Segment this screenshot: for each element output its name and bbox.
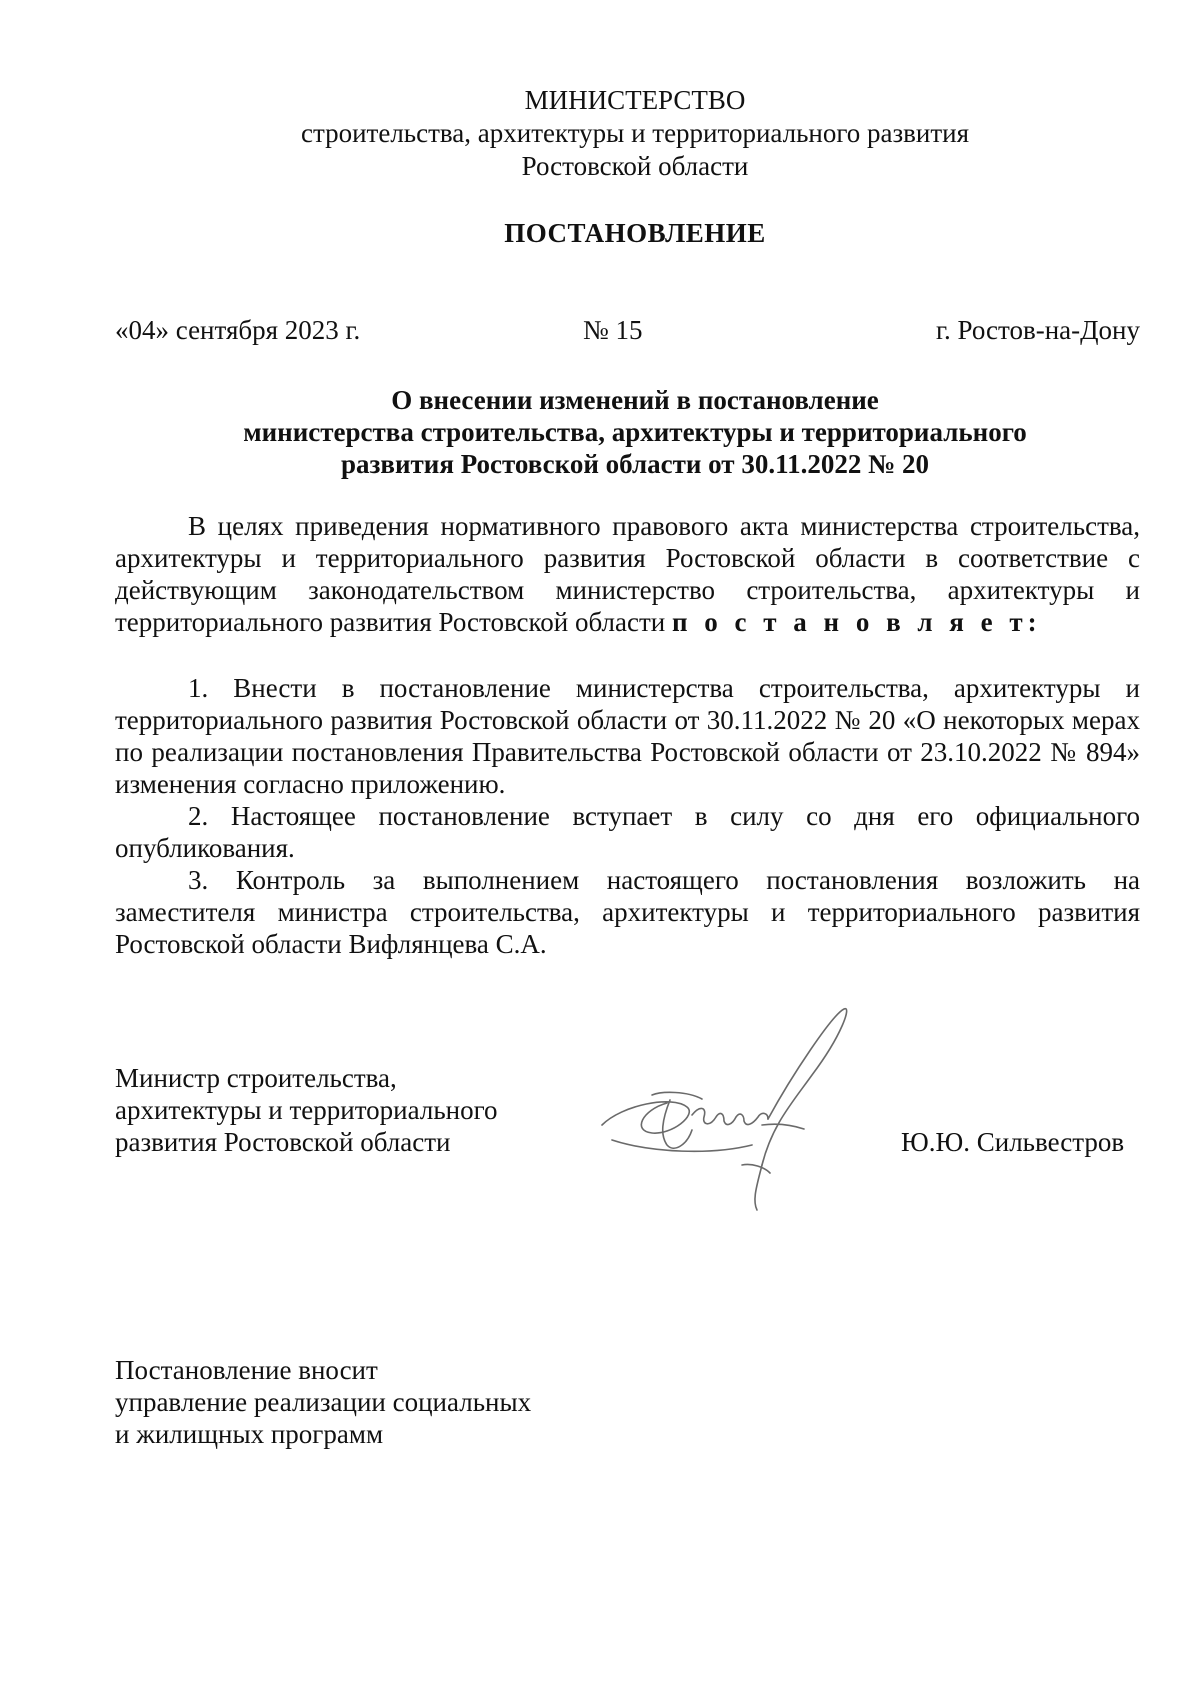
- ministry-header-line-2: строительства, архитектуры и территориального развития: [300, 118, 970, 148]
- document-title-line-1: О внесении изменений в постановление: [391, 385, 879, 415]
- submitter-line-3: и жилищных программ: [115, 1419, 384, 1449]
- ministry-header-line-1: МИНИСТЕРСТВО: [524, 85, 746, 115]
- document-title-line-3: развития Ростовской области от 30.11.2022 № 20: [341, 449, 929, 479]
- signer-position-line-1: Министр строительства,: [115, 1063, 397, 1093]
- ministry-header-line-3: Ростовской области: [521, 151, 749, 181]
- signer-position-line-2: архитектуры и территориального: [115, 1095, 498, 1125]
- resolves-word: п о с т а н о в л я е т:: [671, 607, 1042, 637]
- signer-name: Ю.Ю. Сильвестров: [901, 1127, 1125, 1157]
- document-title: [0, 384, 1200, 480]
- submitter-line-2: управление реализации социальных: [115, 1387, 532, 1417]
- preamble-paragraph: [115, 510, 1140, 638]
- resolution-item-2: 2. Настоящее постановление вступает в силу со дня его официального опубликования.: [115, 801, 1140, 863]
- resolution-item-3: 3. Контроль за выполнением настоящего постановления возложить на заместителя министра строительства, архитектуры и территориального развития Ростовской области Вифлянцева С.А.: [115, 865, 1140, 959]
- document-date: «04» сентября 2023 г.: [115, 315, 361, 345]
- document-number: № 15: [583, 315, 643, 345]
- resolution-item-1: 1. Внести в постановление министерства строительства, архитектуры и территориального развития Ростовской области от 30.11.2022 № 20 «О некоторых мерах по реализации постановления Правительства Ростовской области от 23.10.2022 № 894» изменения согласно приложению.: [115, 673, 1140, 799]
- document-title-line-2: министерства строительства, архитектуры и территориального: [243, 417, 1027, 447]
- handwritten-signature: [592, 995, 852, 1220]
- submitter-line-1: Постановление вносит: [115, 1355, 378, 1385]
- signer-position-line-3: развития Ростовской области: [115, 1127, 451, 1157]
- ministry-header: [0, 84, 1200, 183]
- submitter-note: [115, 1354, 531, 1450]
- resolution-items: [115, 672, 1140, 960]
- preamble-text: В целях приведения нормативного правового акта министерства строительства, архитектуры и территориального развития Ростовской области в соответствие с действующим законодательством министерство строительства, архитектуры и территориального развития Ростовской области: [115, 511, 1140, 637]
- signer-position: [115, 1062, 498, 1158]
- document-city: г. Ростов-на-Дону: [935, 315, 1140, 345]
- document-type-heading: ПОСТАНОВЛЕНИЕ: [504, 218, 766, 248]
